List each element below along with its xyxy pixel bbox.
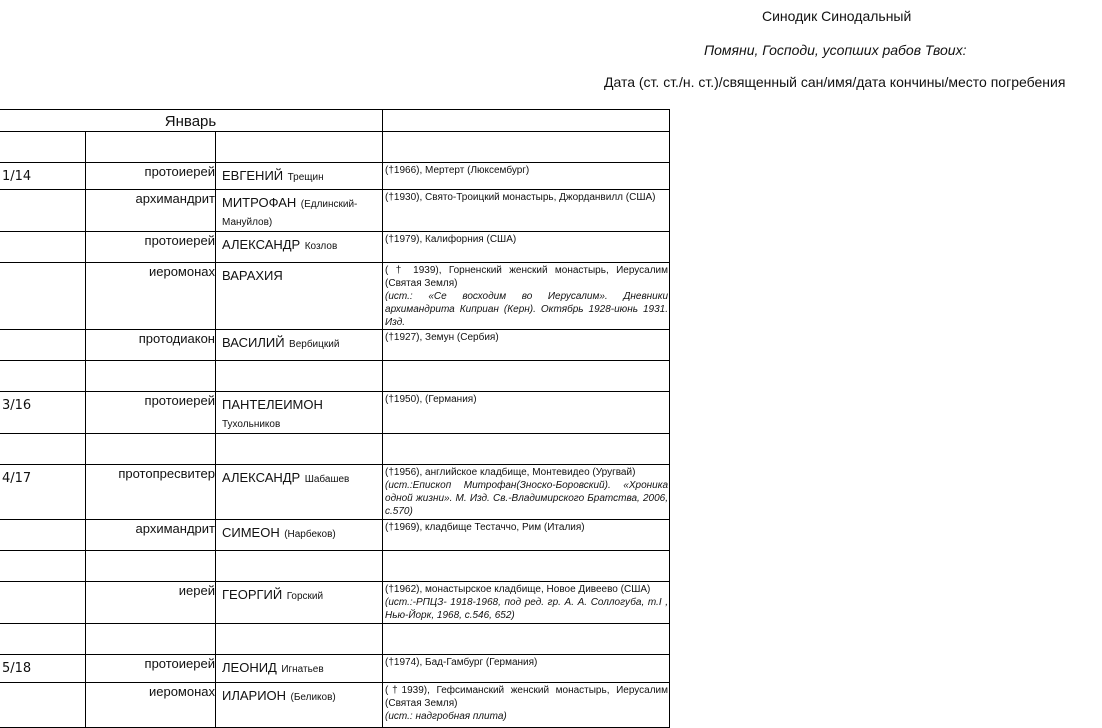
table-row [0,392,670,434]
name-cell [216,581,383,623]
death-place-text: (†1979), Калифорния (США) [385,234,517,245]
rank-cell: протопресвитер [86,464,216,519]
death-info-cell [383,263,670,330]
death-place-text: (†1950), (Германия) [385,394,477,405]
death-info-cell [383,132,670,163]
table-row [0,623,670,654]
date-cell: 4/17 [0,464,86,519]
name-cell [216,519,383,550]
date-cell [0,132,86,163]
date-cell [0,433,86,464]
table-row [0,361,670,392]
given-name: АЛЕКСАНДР [222,237,301,252]
rank-cell: иеромонах [86,682,216,727]
name-cell [216,433,383,464]
document-title: Синодик Синодальный [762,8,912,24]
date-cell [0,519,86,550]
name-cell [216,232,383,263]
surname: (Едлинский-Мануйлов) [222,199,358,229]
table-row [0,263,670,330]
death-info-cell [383,682,670,727]
rank-cell: протоиерей [86,654,216,682]
rank-cell: протоиерей [86,163,216,190]
surname: (Нарбеков) [284,528,336,540]
rank-cell: иеромонах [86,263,216,330]
name-cell [216,132,383,163]
date-cell [0,623,86,654]
rank-cell: иерей [86,581,216,623]
name-cell [216,190,383,232]
death-info-cell [383,330,670,361]
date-cell: 5/18 [0,654,86,682]
death-info-cell [383,464,670,519]
death-info-cell [383,433,670,464]
date-cell [0,190,86,232]
table-row [0,550,670,581]
table-row [0,232,670,263]
table-row [0,163,670,190]
given-name: МИТРОФАН [222,195,297,210]
table-row [0,581,670,623]
table-row [0,682,670,727]
name-cell [216,330,383,361]
surname: (Беликов) [290,691,336,703]
surname: Вербицкий [289,339,340,350]
date-cell [0,330,86,361]
given-name: ИЛАРИОН [222,687,287,703]
name-cell [216,163,383,190]
name-cell [216,623,383,654]
date-cell [0,361,86,392]
death-info-cell [383,163,670,190]
name-cell [216,464,383,519]
death-info-cell [383,654,670,682]
given-name: СИМЕОН [222,524,280,540]
prayer-line: Помяни, Господи, усопших рабов Твоих: [704,42,967,58]
surname: Трещин [287,172,324,183]
surname: Козлов [304,241,338,252]
source-note: (ист.: «Се восходим во Иерусалим». Дневники архимандрита Киприан (Керн). Октябрь 1928-июнь 1931. Изд. [385,291,669,328]
rank-cell: протодиакон [86,330,216,361]
death-info-cell [383,581,670,623]
death-info-cell [383,519,670,550]
name-cell [216,550,383,581]
surname: Горский [286,590,324,602]
given-name: ВАСИЛИЙ [222,335,285,350]
rank-cell: архимандрит [86,519,216,550]
surname: Игнатьев [281,663,324,675]
table-row [0,190,670,232]
table-row [0,464,670,519]
death-info-cell [383,190,670,232]
table-row [0,433,670,464]
column-legend: Дата (ст. ст./н. ст.)/священный сан/имя/дата кончины/место погребения [604,74,1066,90]
rank-cell: протоиерей [86,392,216,434]
surname: Шабашев [304,473,350,485]
given-name: ЕВГЕНИЙ [222,168,284,183]
death-place-text: (†1930), Свято-Троицкий монастырь, Джорданвилл (США) [385,192,656,203]
rank-cell: протоиерей [86,232,216,263]
name-cell [216,392,383,434]
death-place-text: (†1939), Гефсиманский женский монастырь, Иерусалим (Святая Земля) [385,684,669,709]
rank-cell [86,623,216,654]
source-note: (ист.:Епископ Митрофан(Зноско-Боровский). «Хроника одной жизни». М. Изд. Св.-Владимирского Братства, 2006, с.570) [385,479,669,517]
death-info-cell [383,361,670,392]
given-name: ВАРАХИЯ [222,268,283,283]
death-place-text: ( † 1939), Горненский женский монастырь, Иерусалим (Святая Земля) [385,265,669,289]
death-place-text: (†1969), кладбище Тестаччо, Рим (Италия) [385,521,585,533]
surname: Тухольников [222,419,281,431]
given-name: ЛЕОНИД [222,659,277,675]
given-name: ГЕОРГИЙ [222,586,283,602]
rank-cell [86,361,216,392]
date-cell: 3/16 [0,392,86,434]
rank-cell [86,132,216,163]
date-cell [0,232,86,263]
table-row [0,654,670,682]
rank-cell: архимандрит [86,190,216,232]
rank-cell [86,433,216,464]
name-cell [216,263,383,330]
month-header-empty-cell [383,110,670,132]
source-note: (ист.: надгробная плита) [385,710,507,722]
date-cell [0,550,86,581]
death-info-cell [383,232,670,263]
month-header-row [0,110,670,132]
date-cell [0,682,86,727]
death-place-text: (†1962), монастырское кладбище, Новое Дивеево (США) [385,583,651,595]
table-row [0,132,670,163]
date-cell [0,581,86,623]
death-place-text: (†1956), английское кладбище, Монтевидео (Уругвай) [385,466,636,478]
death-info-cell [383,550,670,581]
rank-cell [86,550,216,581]
name-cell [216,654,383,682]
given-name: ПАНТЕЛЕИМОН [222,397,323,412]
month-label: Январь [0,110,383,132]
death-place-text: (†1974), Бад-Гамбург (Германия) [385,656,538,668]
death-info-cell [383,392,670,434]
table-row [0,519,670,550]
death-place-text: (†1966), Мертерт (Люксембург) [385,165,530,176]
date-cell: 1/14 [0,163,86,190]
synodik-table [0,109,670,728]
table-row [0,330,670,361]
source-note: (ист.:-РПЦЗ- 1918-1968, под ред. гр. А. А. Соллогуба, т.I , Нью-Йорк, 1968, с.546, 652) [385,596,669,621]
death-info-cell [383,623,670,654]
date-cell [0,263,86,330]
death-place-text: (†1927), Земун (Сербия) [385,332,499,343]
name-cell [216,682,383,727]
given-name: АЛЕКСАНДР [222,469,301,485]
name-cell [216,361,383,392]
